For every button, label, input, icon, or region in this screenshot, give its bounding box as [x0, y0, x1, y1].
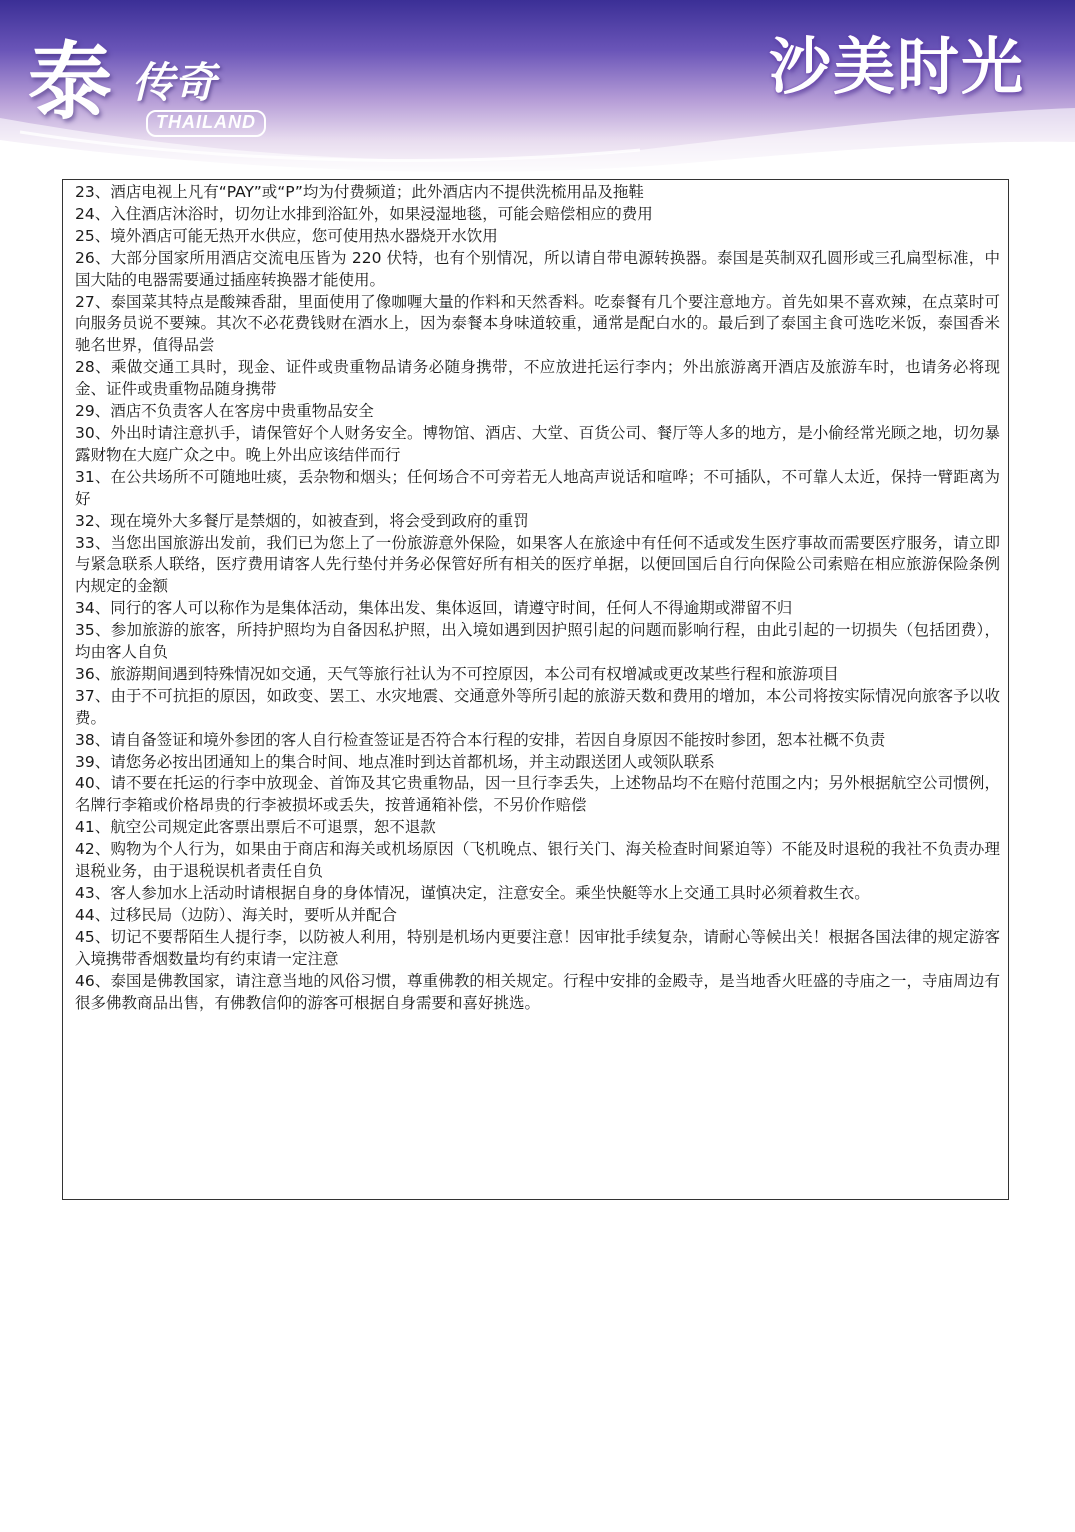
notice-box: [62, 179, 1009, 1200]
page-title: 沙美时光: [768, 30, 1025, 103]
notice-item: 42、购物为个人行为，如果由于商店和海关或机场原因（飞机晚点、银行关门、海关检查时间紧迫等）不能及时退税的我社不负责办理退税业务，由于退税误机者责任自负: [75, 840, 1000, 881]
notice-item: 43、客人参加水上活动时请根据自身的身体情况，谨慎决定，注意安全。乘坐快艇等水上交通工具时必须着救生衣。: [75, 884, 870, 902]
logo-main-char: 泰: [28, 32, 113, 131]
notice-item: 45、切记不要帮陌生人提行李，以防被人利用，特别是机场内更要注意！因审批手续复杂，请耐心等候出关！根据各国法律的规定游客入境携带香烟数量均有约束请一定注意: [75, 927, 1000, 968]
notice-item: 41、航空公司规定此客票出票后不可退票，恕不退款: [75, 818, 436, 837]
notice-item: 33、当您出国旅游出发前，我们已为您上了一份旅游意外保险，如果客人在旅途中有任何不适或发生医疗事故而需要医疗服务，请立即与紧急联系人联络，医疗费用请客人先行垫付并务必保管好所有相关的医疗单据，以便回国后自行向保险公司索赔在相应旅游保险条例内规定的金额: [75, 533, 1000, 596]
notice-item: 31、在公共场所不可随地吐痰，丢杂物和烟头；任何场合不可旁若无人地高声说话和喧哗；不可插队，不可靠人太近，保持一臂距离为好: [75, 467, 1000, 508]
notice-item: 39、请您务必按出团通知上的集合时间、地点准时到达首都机场，并主动跟送团人或领队联系: [75, 752, 715, 771]
notice-item: 46、泰国是佛教国家，请注意当地的风俗习惯，尊重佛教的相关规定。行程中安排的金殿寺，是当地香火旺盛的寺庙之一，寺庙周边有很多佛教商品出售，有佛教信仰的游客可根据自身需要和喜好挑选。: [75, 971, 1000, 1012]
notice-list: [75, 182, 1000, 1014]
logo-english-text: THAILAND: [146, 110, 266, 137]
notice-item: 35、参加旅游的旅客，所持护照均为自备因私护照，出入境如遇到因护照引起的问题而影响行程，由此引起的一切损失（包括团费），均由客人自负: [75, 621, 1000, 662]
brand-logo: [28, 22, 288, 142]
notice-item: 27、泰国菜其特点是酸辣香甜，里面使用了像咖喱大量的作料和天然香料。吃泰餐有几个要注意地方。首先如果不喜欢辣，在点菜时可向服务员说不要辣。其次不必花费钱财在酒水上，因为泰餐本身味道较重，通常是配白水的。最后到了泰国主食可选吃米饭，泰国香米驰名世界，值得品尝: [75, 292, 1000, 355]
notice-item: 26、大部分国家所用酒店交流电压皆为 220 伏特，也有个别情况，所以请自带电源转换器。泰国是英制双孔圆形或三孔扁型标准，中国大陆的电器需要通过插座转换器才能使用。: [75, 248, 1000, 289]
notice-item: 25、境外酒店可能无热开水供应，您可使用热水器烧开水饮用: [75, 226, 498, 245]
notice-item: 37、由于不可抗拒的原因，如政变、罢工、水灾地震、交通意外等所引起的旅游天数和费用的增加，本公司将按实际情况向旅客予以收费。: [75, 686, 1000, 727]
notice-item: 44、过移民局（边防）、海关时，要听从并配合: [75, 905, 397, 924]
notice-item: 29、酒店不负责客人在客房中贵重物品安全: [75, 402, 374, 421]
notice-item: 23、酒店电视上凡有“PAY”或“P”均为付费频道；此外酒店内不提供洗梳用品及拖鞋: [75, 183, 644, 201]
notice-item: 38、请自备签证和境外参团的客人自行检查签证是否符合本行程的安排，若因自身原因不能按时参团，恕本社概不负责: [75, 730, 886, 749]
notice-item: 40、请不要在托运的行李中放现金、首饰及其它贵重物品，因一旦行李丢失，上述物品均不在赔付范围之内；另外根据航空公司惯例，名牌行李箱或价格昂贵的行李被损坏或丢失，按普通箱补偿，不另价作赔偿: [75, 774, 1000, 815]
logo-sub-text: 传奇: [132, 58, 217, 107]
notice-item: 34、同行的客人可以称作为是集体活动，集体出发、集体返回，请遵守时间，任何人不得逾期或滞留不归: [75, 599, 793, 618]
notice-item: 32、现在境外大多餐厅是禁烟的，如被查到，将会受到政府的重罚: [75, 511, 529, 530]
notice-item: 28、乘做交通工具时，现金、证件或贵重物品请务必随身携带，不应放进托运行李内；外出旅游离开酒店及旅游车时，也请务必将现金、证件或贵重物品随身携带: [75, 358, 1000, 399]
header-banner: [0, 0, 1075, 180]
notice-item: 36、旅游期间遇到特殊情况如交通，天气等旅行社认为不可控原因，本公司有权增减或更改某些行程和旅游项目: [75, 664, 839, 683]
notice-item: 24、入住酒店沐浴时，切勿让水排到浴缸外，如果浸湿地毯，可能会赔偿相应的费用: [75, 204, 653, 223]
notice-item: 30、外出时请注意扒手，请保管好个人财务安全。博物馆、酒店、大堂、百货公司、餐厅等人多的地方，是小偷经常光顾之地，切勿暴露财物在大庭广众之中。晚上外出应该结伴而行: [75, 423, 1000, 464]
